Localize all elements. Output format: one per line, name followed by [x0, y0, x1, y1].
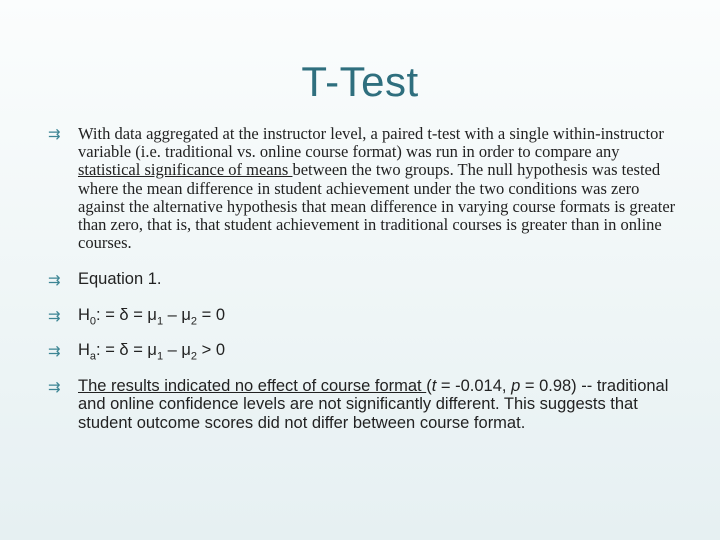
results-p-symbol: p	[511, 376, 521, 395]
h0-mu2-subscript: 2	[190, 315, 198, 328]
h0-symbol: H	[78, 305, 90, 324]
ha-expression: : = δ = μ	[96, 341, 157, 360]
bullet-equation	[48, 270, 678, 289]
trend-arrow-icon: ⇉	[48, 307, 61, 325]
bullet-null-hypothesis	[48, 305, 678, 328]
slide-title: T-Test	[301, 58, 419, 105]
results-p-value: = 0.98)	[520, 376, 577, 395]
results-t-value: = -0.014,	[436, 376, 512, 395]
methods-text-underlined: statistical significance of means	[78, 160, 293, 180]
ha-mu1-subscript: 1	[156, 350, 164, 363]
h0-result: = 0	[197, 305, 226, 324]
equation-label: Equation 1.	[78, 270, 162, 289]
bullet-methods	[48, 125, 678, 252]
h0-mu1-subscript: 1	[156, 315, 164, 328]
methods-text-start: With data aggregated at the instructor level, a paired t-test with a single within-instructor variable (i.e. traditional vs. online course format) was run in order to compare any	[78, 124, 664, 162]
ha-subscript: a	[89, 350, 97, 363]
methods-text-end: between the two groups. The null hypothesis was tested where the mean difference in student achievement under the two conditions was zero against the alternative hypothesis that mean difference in varying course formats is greater than zero, that is, that student achievement in traditional courses is greater than in online courses.	[78, 160, 676, 253]
results-text-rest: -- traditional and online confidence levels are not significantly different. This suggests that student outcome scores did not differ between course format.	[78, 376, 669, 432]
ha-minus: – μ	[163, 341, 191, 360]
ha-result: > 0	[197, 341, 226, 360]
trend-arrow-icon: ⇉	[48, 378, 61, 396]
trend-arrow-icon: ⇉	[48, 343, 61, 361]
h0-expression: : = δ = μ	[96, 305, 157, 324]
ha-symbol: H	[78, 341, 90, 360]
trend-arrow-icon: ⇉	[48, 127, 61, 143]
results-t-symbol: t	[431, 376, 437, 395]
bullet-list	[48, 125, 678, 432]
h0-subscript: 0	[89, 315, 97, 328]
ha-mu2-subscript: 2	[190, 350, 198, 363]
trend-arrow-icon: ⇉	[48, 272, 61, 290]
bullet-alt-hypothesis	[48, 341, 678, 363]
h0-minus: – μ	[163, 305, 191, 324]
results-text-underlined: The results indicated no effect of course format	[78, 376, 427, 395]
results-paren: (	[426, 376, 432, 395]
bullet-results	[48, 377, 678, 433]
